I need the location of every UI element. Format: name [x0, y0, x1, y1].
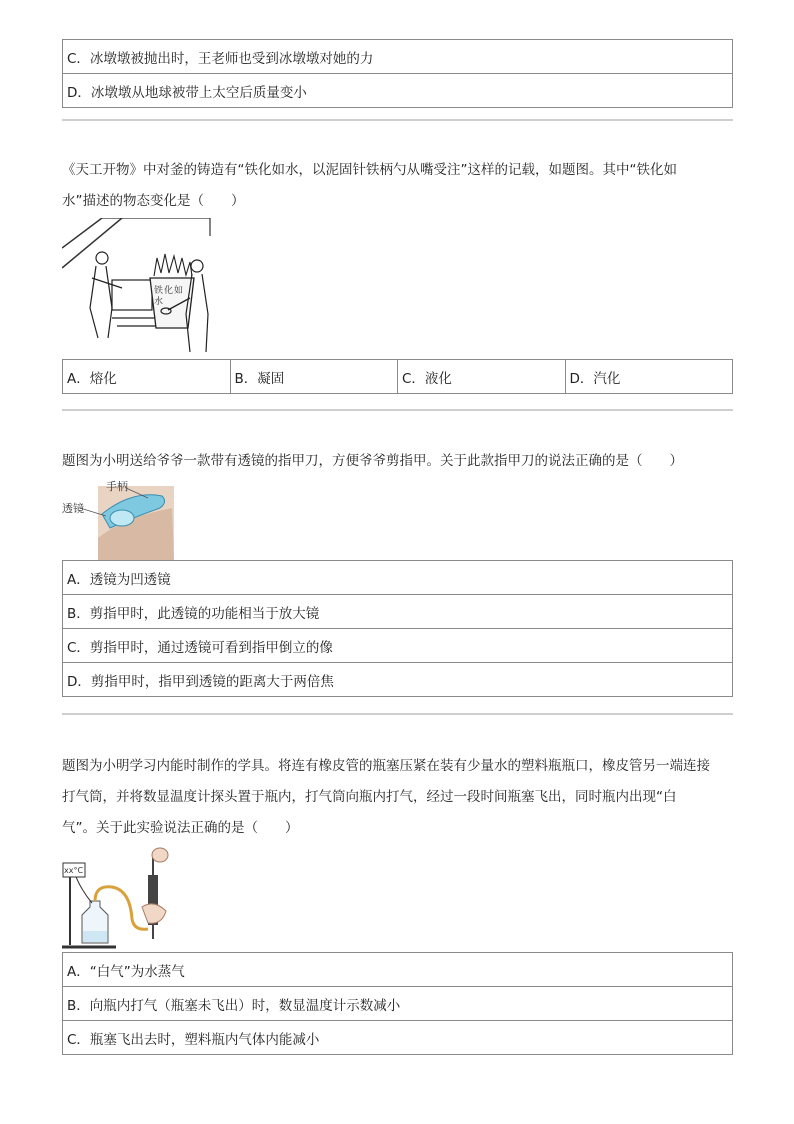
question-divider [62, 409, 733, 411]
thermometer-display: xx°C [64, 866, 84, 875]
option-c[interactable]: C．瓶塞飞出去时，塑料瓶内气体内能减小 [63, 1021, 733, 1055]
q3-apparatus-illustration [62, 845, 182, 950]
option-b[interactable]: B．剪指甲时，此透镜的功能相当于放大镜 [63, 595, 733, 629]
question-divider [62, 713, 733, 715]
label-lens: 透镜 [62, 502, 84, 515]
option-b[interactable]: B．凝固 [230, 360, 398, 394]
q2-options [62, 560, 733, 697]
q3-stem-line2: 打气筒，并将数显温度计探头置于瓶内，打气筒向瓶内打气，经过一段时间瓶塞飞出，同时瓶内出现“白 [62, 789, 677, 805]
option-d[interactable]: D．汽化 [565, 360, 733, 394]
option-a[interactable]: A．熔化 [63, 360, 231, 394]
q2-stem: 题图为小明送给爷爷一款带有透镜的指甲刀，方便爷爷剪指甲。关于此款指甲刀的说法正确的是（ ） [62, 453, 683, 469]
option-c[interactable]: C．液化 [398, 360, 566, 394]
label-handle: 手柄 [106, 480, 128, 493]
option-d[interactable]: D．剪指甲时，指甲到透镜的距离大于两倍焦 [63, 663, 733, 697]
question-divider [62, 119, 733, 121]
option-c[interactable]: C．冰墩墩被抛出时，王老师也受到冰墩墩对她的力 [63, 40, 733, 74]
q3-stem-line3: 气”。关于此实验说法正确的是（ ） [62, 820, 299, 836]
option-d[interactable]: D．冰墩墩从地球被带上太空后质量变小 [63, 74, 733, 108]
q2-nail-clipper-photo [62, 478, 177, 560]
option-b[interactable]: B．向瓶内打气（瓶塞未飞出）时，数显温度计示数减小 [63, 987, 733, 1021]
q1-stem [62, 155, 738, 217]
q3-stem [62, 751, 738, 844]
prev-question-options [62, 39, 733, 108]
option-c[interactable]: C．剪指甲时，通过透镜可看到指甲倒立的像 [63, 629, 733, 663]
q1-stem-line2: 水”描述的物态变化是（ ） [62, 193, 245, 209]
q3-stem-line1: 题图为小明学习内能时制作的学具。将连有橡皮管的瓶塞压紧在装有少量水的塑料瓶瓶口，橡皮管另一端连接 [62, 758, 710, 774]
option-a[interactable]: A．“白气”为水蒸气 [63, 953, 733, 987]
q1-options [62, 359, 733, 394]
q3-options [62, 952, 733, 1055]
q1-stem-line1: 《天工开物》中对釜的铸造有“铁化如水，以泥固针铁柄勺从嘴受注”这样的记载，如题图。其中“铁化如 [62, 162, 677, 178]
option-a[interactable]: A．透镜为凹透镜 [63, 561, 733, 595]
q1-casting-illustration [62, 218, 212, 358]
q1-figure-text: 铁化如水 [154, 286, 185, 307]
